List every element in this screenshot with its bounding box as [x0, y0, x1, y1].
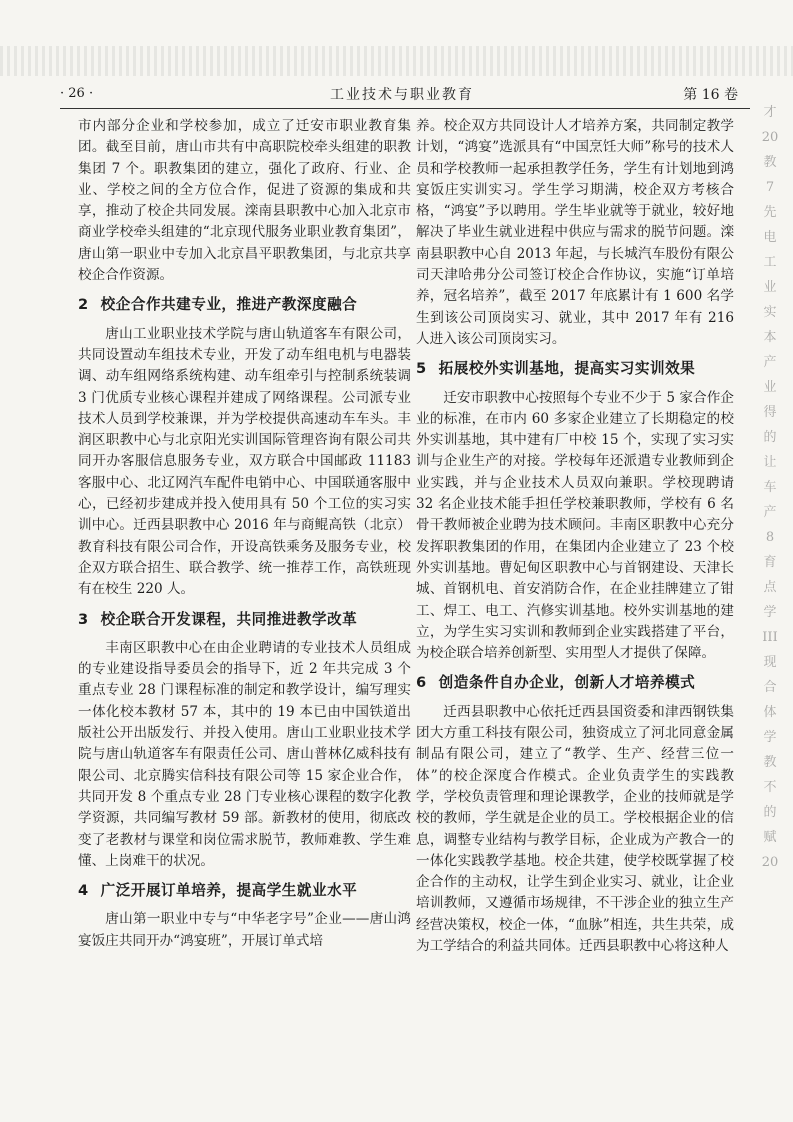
margin-char: 产: [763, 355, 777, 370]
margin-char: 得: [763, 405, 777, 420]
margin-char: 7: [765, 180, 775, 195]
margin-char: 体: [763, 705, 777, 720]
margin-char: 业: [763, 280, 777, 295]
section-number: 2: [78, 296, 89, 314]
margin-char: 才: [763, 105, 777, 120]
margin-char: 20: [761, 130, 779, 145]
running-header: [60, 80, 750, 109]
section-heading-6: [416, 672, 734, 693]
paragraph: 养。校企双方共同设计人才培养方案，共同制定教学计划，“鸿宴”选派具有“中国烹饪大师”称号的技术人员和学校教师一起承担教学任务，学生有计划地到鸿宴饭庄实训实习。学生学习期满，校企双方考核合格，“鸿宴”予以聘用。学生毕业就等于就业，较好地解决了毕业生就业进程中供应与需求的脱节问题。滦南县职教中心自 2013 年起，与长城汽车股份有限公司天津哈弗分公司签订校企合作协议，实施“订单培养，冠名培养”，截至 2017 年底累计有 1 600 名学生到该公司顶岗实习、就业，其中 2017 年有 216 人进入该公司顶岗实习。: [416, 118, 734, 347]
section-title: 校企联合开发课程，共同推进教学改革: [100, 610, 358, 628]
volume-label: 第 16 卷: [683, 87, 738, 103]
margin-char: 8: [765, 530, 775, 545]
margin-char: 工: [763, 255, 777, 270]
paragraph: 唐山第一职业中专与“中华老字号”企业——唐山鸿宴饭庄共同开办“鸿宴班”，开展订单式培: [78, 911, 411, 949]
margin-char: 业: [763, 380, 777, 395]
margin-char: 车: [763, 480, 777, 495]
margin-char: 育: [763, 555, 777, 570]
section-number: 4: [78, 882, 89, 900]
margin-char: 学: [763, 730, 777, 745]
section-title: 校企合作共建专业，推进产教深度融合: [100, 296, 358, 314]
margin-char: 点: [763, 580, 777, 595]
margin-char: 合: [763, 680, 777, 695]
margin-char: 赋: [763, 830, 777, 845]
margin-char: 让: [763, 455, 777, 470]
margin-char: 产: [763, 505, 777, 520]
margin-char: 的: [763, 805, 777, 820]
paragraph: 唐山工业职业技术学院与唐山轨道客车有限公司，共同设置动车组技术专业，开发了动车组电机与电器装调、动车组网络系统构建、动车组牵引与控制系统装调 3 门优质专业核心课程并建成了网络课程。公司派专业技术人员到学校兼课，并为学校提供高速动车车头。丰润区职教中心与北京阳光实训国际管理咨询有限公司共同开办客服信息服务专业，双方联合中国邮政 11183 客服中心、北辽网汽车配件电销中心、中国联通客服中心，已经初步建成并投入使用具有 50 个工位的实习实训中心。迁西县职教中心 2016 年与商鲲高铁（北京）教育科技有限公司合作，开设高铁乘务及服务专业，校企双方联合招生、联合教学、统一推荐工作，高铁班现有在校生 220 人。: [78, 325, 411, 598]
paragraph: 迁安市职教中心按照每个专业不少于 5 家合作企业的标准，在市内 60 多家企业建立了长期稳定的校外实训基地，其中建有厂中校 15 个，实现了实习实训与企业生产的对接。学校每年还派遣专业教师到企业实践，并与企业技术人员双向兼职。学校现聘请 32 名企业技术能手担任学校兼职教师，学校有 6 名骨干教师被企业聘为技术顾问。丰南区职教中心充分发挥职教集团的作用，在集团内企业建立了 23 个校外实训基地。曹妃甸区职教中心与首钢建设、天津长城、首钢机电、首安消防合作，在企业挂牌建立了钳工、焊工、电工、汽修实训基地。校外实训基地的建立，为学生实习实训和教师到企业实践搭建了平台，为校企联合培养创新型、实用型人才提供了保障。: [416, 389, 734, 662]
left-column: [78, 116, 411, 952]
section-heading-2: [78, 294, 411, 315]
margin-char: 本: [763, 330, 777, 345]
section-number: 3: [78, 610, 89, 628]
margin-char: 不: [763, 780, 777, 795]
section-heading-5: [416, 358, 734, 379]
paragraph: 丰南区职教中心在由企业聘请的专业技术人员组成的专业建设指导委员会的指导下，近 2 年共完成 3 个重点专业 28 门课程标准的制定和教学设计，编写理实一体化校本教材 57 本，其中的 19 本已由中国铁道出版社公开出版发行、并投入使用。唐山工业职业技术学院与唐山轨道客车有限责任公司、唐山普林亿威科技有限公司、北京腾实信科技有限公司等 15 家企业合作，共同开发 8 个重点专业 28 门专业核心课程的数字化教学资源，共同编写教材 59 部。新教材的使用，彻底改变了老教材与课堂和岗位需求脱节，教师难教、学生难懂、上岗难干的状况。: [78, 639, 411, 869]
margin-char: III: [762, 630, 778, 645]
margin-char: 实: [763, 305, 777, 320]
paragraph: 迁西县职教中心依托迁西县国资委和津西钢铁集团大方重工科技有限公司，独资成立了河北同意金属制品有限公司，建立了“教学、生产、经营三位一体”的校企深度合作模式。企业负责学生的实践教学，学校负责管理和理论课教学，企业的技师就是学校的教师，学生就是企业的员工。学校根据企业的信息，调整专业结构与教学目标，企业成为产教合一的一体化实践教学基地。校企共建，使学校既掌握了校企合作的主动权，让学生到企业实习、就业，让企业培训教师，又遵循市场规律，不干涉企业的独立生产经营决策权，校企一体，“血脉”相连，共生共荣，成为工学结合的利益共同体。迁西县职教中心将这种人: [416, 703, 734, 954]
bleed-through-margin-text: [755, 100, 785, 900]
right-column: [416, 116, 734, 957]
section-title: 广泛开展订单培养，提高学生就业水平: [100, 882, 358, 900]
page-number: · 26 ·: [60, 86, 94, 101]
section-title: 拓展校外实训基地，提高实习实训效果: [438, 360, 696, 378]
margin-char: 20: [761, 855, 779, 870]
section-number: 5: [416, 360, 427, 378]
margin-char: 学: [763, 605, 777, 620]
margin-char: 的: [763, 430, 777, 445]
scan-noise-band: [0, 46, 793, 76]
section-heading-3: [78, 609, 411, 630]
paragraph: 市内部分企业和学校参加，成立了迁安市职业教育集团。截至目前，唐山市共有中高职院校牵头组建的职教集团 7 个。职教集团的建立，强化了政府、行业、企业、学校之间的全方位合作，促进了资源的集成和共享，推动了校企共同发展。滦南县职教中心加入北京市商业学校牵头组建的“北京现代服务业职业教育集团”，唐山第一职业中专加入北京昌平职教集团，与北京共享校企合作资源。: [78, 118, 411, 284]
section-number: 6: [416, 674, 427, 692]
margin-char: 教: [763, 155, 777, 170]
journal-title: 工业技术与职业教育: [330, 87, 474, 103]
margin-char: 电: [763, 230, 777, 245]
margin-char: 先: [763, 205, 777, 220]
section-title: 创造条件自办企业，创新人才培养模式: [438, 674, 696, 692]
margin-char: 现: [763, 655, 777, 670]
margin-char: 教: [763, 755, 777, 770]
section-heading-4: [78, 880, 411, 901]
